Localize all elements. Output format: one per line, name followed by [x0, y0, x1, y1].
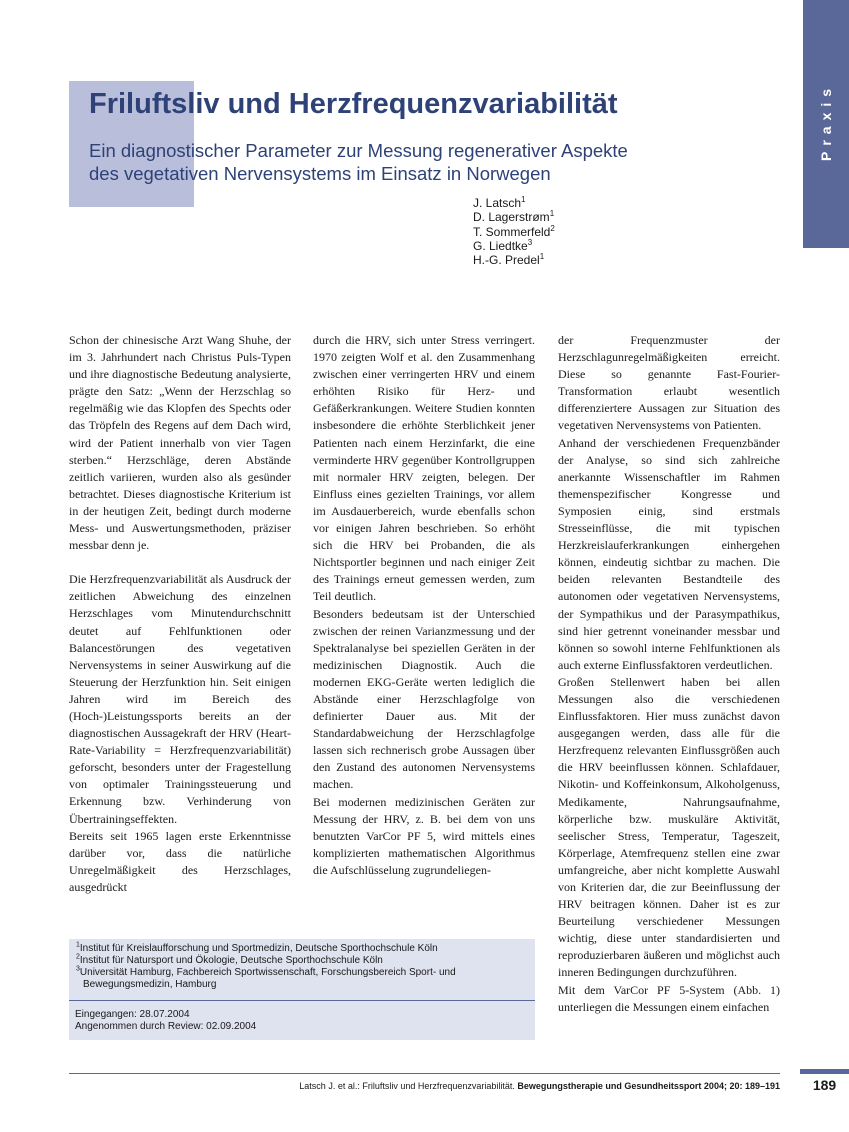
article-subtitle [89, 140, 689, 185]
body-paragraph: Bei modernen medizinischen Geräten zur Messung der HRV, z. B. bei dem von uns benutzten VarCor PF 5, wird mittels eines komplizierten mathematischen Algorithmus die Aufschlüsselung zugrundeliegen- [313, 794, 535, 877]
body-paragraph: Besonders bedeutsam ist der Unterschied zwischen der reinen Varianzmessung und der Spektralanalyse bei speziellen Geräten in der medizinischen Diagnostik. Auch die modernen EKG-Geräte werten lediglich die Abstände einer Herzschlagfolge von definierter Dauer aus. Mit der Standardabweichung der Herzschlagfolge lassen sich rechnerisch grobe Aussagen über den Zustand des autonomen Nervensystems machen. [313, 606, 535, 792]
affiliation-list [75, 943, 527, 991]
accepted-date: Angenommen durch Review: 02.09.2004 [75, 1021, 257, 1032]
received-date: Eingegangen: 28.07.2004 [75, 1009, 190, 1020]
affiliation: $^2$Institut für Natursport und Ökologie, Deutsche Sporthochschule Köln [76, 953, 383, 966]
body-column-2 [313, 332, 535, 879]
page-marker [800, 1069, 849, 1074]
submission-dates [75, 1009, 256, 1033]
citation-text: Latsch J. et al.: Friluftsliv und Herzfrequenzvariabilität. [299, 1081, 515, 1091]
affiliation: $^1$Institut für Kreislaufforschung und Sportmedizin, Deutsche Sporthochschule Köln [76, 941, 438, 954]
body-paragraph: durch die HRV, sich unter Stress verringert. 1970 zeigten Wolf et al. den Zusammenhang zwischen einer verringerten HRV und einem erhöhten Risiko für Herz- und Gefäßerkrankungen. Weitere Studien konnten insbesondere die erhöhte Sterblichkeit jener Patienten nach einem Herzinfarkt, die eine verminderte HRV gegenüber Kontrollgruppen mit normaler HRV zeigten, belegen. Der Einfluss eines gezielten Trainings, vor allem im Ausdauerbereich, wurde ebenfalls schon vor einigen Jahren beschrieben. So erhöht sich die HRV bei Probanden, die als Nichtsportler beginnen und nach einiger Zeit des Trainings erneut gemessen werden, zum Teil deutlich. [313, 333, 535, 604]
body-column-3 [558, 332, 780, 1016]
subtitle-line-2: des vegetativen Nervensystems im Einsatz in Norwegen [89, 162, 551, 184]
footer-divider [69, 1073, 780, 1074]
journal-reference: Bewegungstherapie und Gesundheitssport 2004; 20: 189–191 [517, 1081, 780, 1091]
body-paragraph: Großen Stellenwert haben bei allen Messungen also die verschiedenen Einflussfaktoren. Hier muss zunächst davon ausgegangen werden, dass alle für die Herzfrequenz relevanten Einflussgrößen auch die HRV beeinflussen können. Schlafdauer, Nikotin- und Koffeinkonsum, Alkoholgenuss, Medikamente, Nahrungsaufnahme, körperliche bzw. muskuläre Aktivität, seelischer Stress, Temperatur, Tageszeit, Körperlage, Atemfrequenz stellen eine zwar umfangreiche, aber nicht komplette Auswahl von Kriterien dar, die zur Beeinflussung der HRV beitragen können. Daher ist es zur Beurteilung verschiedener Messungen wichtig, diese unter standardisierten und reproduzierbaren äußeren und möglichst auch inneren Bedingungen durchzuführen. [558, 674, 780, 980]
subtitle-line-1: Ein diagnostischer Parameter zur Messung regenerativer Aspekte [89, 140, 628, 161]
body-column-1 [69, 332, 291, 896]
author: T. Sommerfeld$^2$ [473, 223, 555, 239]
author: J. Latsch$^1$ [473, 195, 526, 210]
body-paragraph: der Frequenzmuster der Herzschlagunregelmäßigkeiten erreicht. Diese so genannte Fast-Fourier-Transformation erlaubt wesentlich differenziertere Aussagen zur Situation des vegetativen Nervensystems von Patienten. [558, 333, 780, 433]
author: G. Liedtke$^3$ [473, 237, 533, 253]
section-tab-label: Praxis [818, 82, 834, 162]
body-paragraph: Bereits seit 1965 lagen erste Erkenntnisse darüber vor, dass die natürliche Unregelmäßigkeit des Herzschlages, ausgedrückt [69, 828, 291, 894]
affiliation-box [69, 939, 535, 1040]
author-list [473, 196, 555, 267]
body-paragraph: Schon der chinesische Arzt Wang Shuhe, der im 3. Jahrhundert nach Christus Puls-Typen und ihre diagnostische Bedeutung analysierte, prägte den Satz: „Wenn der Herzschlag so regelmäßig wie das Klopfen des Spechts oder das Tröpfeln des Regens auf dem Dach wird, wird der Patient innerhalb von vier Tagen sterben.“ Herzschläge, deren Abstände zeitlich variieren, wurden also als gesünder betrachtet. Dieses diagnostische Kriterium ist in der heutigen Zeit, bedingt durch moderne Mess- und Auswertungsmethoden, präziser messbar denn je. [69, 333, 291, 553]
article-title: Friluftsliv und Herzfrequenzvariabilität [89, 88, 618, 120]
footer-citation [200, 1081, 780, 1091]
divider [69, 1000, 535, 1001]
body-paragraph: Anhand der verschiedenen Frequenzbänder der Analyse, so sind sich zahlreiche anerkannte Wissenschaftler im Rahmen themenspezifischer Kongresse und Symposien einig, sind erstmals Stresseinflüsse, die mit typischen Herzkreislauferkrankungen einhergehen können, eindeutig sichtbar zu machen. Die beiden relevanten Bestandteile des autonomen oder vegetativen Nervensystems, der Sympathikus und der Parasympathikus, sind hier getrennt voneinander messbar und können so sowohl interne Fehlfunktionen als auch externe Einflussfaktoren verdeutlichen. [558, 435, 780, 672]
affiliation: $^3$Universität Hamburg, Fachbereich Sportwissenschaft, Forschungsbereich Sport- und Bewegungsmedizin, Hamburg [76, 965, 456, 990]
section-tab [803, 0, 849, 248]
author: H.-G. Predel$^1$ [473, 252, 545, 268]
body-paragraph: Mit dem VarCor PF 5-System (Abb. 1) unterliegen die Messungen einem einfachen [558, 982, 780, 1014]
author: D. Lagerstrøm$^1$ [473, 209, 555, 225]
page-number: 189 [812, 1077, 837, 1093]
body-paragraph: Die Herzfrequenzvariabilität als Ausdruck der zeitlichen Abweichung des einzelnen Herzschlages vom Minutendurchschnitt deutet auf Fehlfunktionen oder Balancestörungen des vegetativen Nervensystems in seiner Auswirkung auf die Steuerung der Herzfunktion hin. Seit einigen Jahren wird im Bereich des (Hoch-)Leistungssports bereits an der diagnostischen Aussagekraft der HRV (Heart-Rate-Variability = Herzfrequenzvariabilität) geforscht, besonders unter der Fragestellung von optimaler Trainingssteuerung und Erkennung bzw. Verhinderung von Übertrainingseffekten. [69, 572, 291, 826]
